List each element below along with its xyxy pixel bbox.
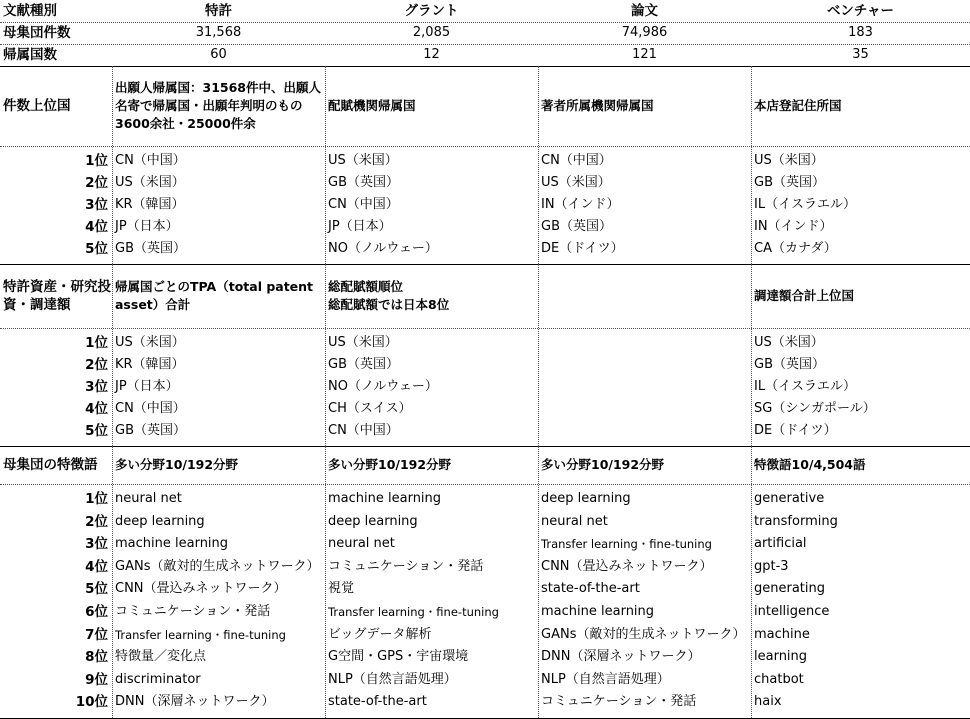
- rank-value: DNN（深層ネットワーク）: [115, 694, 275, 710]
- rank-value: CH（スイス）: [328, 401, 412, 416]
- rank-value: GANs（敵対的生成ネットワーク）: [541, 626, 746, 642]
- rank-value: コミュニケーション・発話: [328, 558, 484, 574]
- rank-value: DE（ドイツ）: [541, 241, 624, 256]
- rank-value: KR（韓国）: [115, 197, 185, 212]
- rank-value: コミュニケーション・発話: [115, 604, 271, 619]
- rank-value: discriminator: [115, 671, 201, 687]
- section3-description: 特徴語10/4,504語: [754, 457, 866, 472]
- rank-label: 1位: [85, 153, 108, 169]
- rank-value: state-of-the-art: [541, 581, 640, 597]
- row-divider: [0, 146, 970, 147]
- rank-value: US（米国）: [754, 335, 824, 350]
- rank-label: 5位: [85, 423, 108, 439]
- column-divider: [325, 66, 326, 264]
- rank-value: chatbot: [754, 671, 804, 687]
- row-divider: [0, 328, 970, 329]
- rank-label: 3位: [85, 536, 108, 553]
- column-divider: [538, 66, 539, 264]
- rank-label: 4位: [85, 558, 108, 575]
- rank-label: 1位: [85, 491, 108, 507]
- rank-value: US（米国）: [115, 335, 185, 350]
- rank-value: GB（英国）: [754, 175, 825, 190]
- rank-value: machine: [754, 626, 810, 642]
- rank-value: CN（中国）: [115, 401, 186, 416]
- header-doc-type: 文献種別: [3, 3, 57, 19]
- population-value: 74,986: [621, 25, 668, 40]
- rank-value: machine learning: [541, 604, 655, 619]
- header-column-3: 論文: [631, 3, 658, 19]
- rank-label: 8位: [85, 649, 108, 666]
- rank-label: 9位: [85, 671, 108, 688]
- rank-value: ビッグデータ解析: [328, 626, 432, 642]
- rank-value: machine learning: [115, 536, 229, 552]
- rank-value: CN（中国）: [328, 423, 399, 438]
- rank-value: Transfer learning・fine-tuning: [328, 605, 499, 619]
- rank-value: machine learning: [328, 491, 442, 506]
- rank-value: US（米国）: [115, 175, 185, 190]
- column-divider: [538, 446, 539, 718]
- section1-description: 配賦機関帰属国: [328, 98, 416, 113]
- rank-value: GB（英国）: [115, 241, 186, 256]
- column-divider: [112, 66, 113, 264]
- section3-description: 多い分野10/192分野: [115, 457, 239, 472]
- column-divider: [112, 264, 113, 446]
- rank-label: 2位: [85, 357, 108, 373]
- population-value: 31,568: [195, 25, 242, 40]
- rank-label: 6位: [85, 604, 108, 620]
- rank-value: deep learning: [115, 513, 205, 529]
- rank-label: 4位: [85, 219, 108, 235]
- rank-value: GB（英国）: [328, 175, 399, 190]
- rank-value: SG（シンガポール）: [754, 401, 876, 416]
- rank-value: gpt-3: [754, 558, 789, 574]
- rank-value: NO（ノルウェー）: [328, 241, 438, 256]
- rank-value: GB（英国）: [115, 423, 186, 438]
- rank-label: 2位: [85, 513, 108, 530]
- rank-value: [538, 354, 751, 376]
- rank-value: [538, 420, 751, 442]
- column-divider: [751, 66, 752, 264]
- section1-description: 本店登記住所国: [754, 98, 842, 113]
- section3-description: 多い分野10/192分野: [328, 457, 452, 472]
- rank-value: deep learning: [541, 491, 631, 506]
- rank-value: [538, 332, 751, 354]
- column-divider: [751, 264, 752, 446]
- section1-description: 出願人帰属国：31568件中、出願人名寄で帰属国・出願年判明のもの3600余社・25000件余: [115, 80, 321, 131]
- rank-value: GB（英国）: [541, 219, 612, 234]
- rank-value: IL（イスラエル）: [754, 197, 856, 212]
- rank-value: intelligence: [754, 604, 830, 619]
- rank-value: neural net: [115, 491, 182, 506]
- section2-description: 帰属国ごとのTPA（total patent asset）合計: [115, 279, 314, 312]
- rank-value: JP（日本）: [328, 219, 392, 234]
- population-value: 183: [848, 25, 873, 40]
- rank-value: GB（英国）: [754, 357, 825, 372]
- rank-value: US（米国）: [328, 335, 398, 350]
- section2-label: 特許資産・研究投資・調達額: [3, 279, 111, 313]
- rank-value: generative: [754, 491, 825, 506]
- rank-value: IN（インド）: [541, 197, 620, 212]
- column-divider: [538, 264, 539, 446]
- rank-label: 5位: [85, 581, 108, 598]
- column-divider: [751, 446, 752, 718]
- column-divider: [112, 446, 113, 718]
- rank-value: [538, 398, 751, 420]
- header-column-2: グラント: [404, 3, 459, 19]
- countries-value: 60: [210, 47, 227, 62]
- rank-value: コミュニケーション・発話: [541, 694, 697, 710]
- rank-value: KR（韓国）: [115, 357, 185, 372]
- rank-value: G空間・GPS・宇宙環境: [328, 649, 469, 665]
- rank-value: transforming: [754, 513, 838, 529]
- population-value: 2,085: [412, 25, 451, 40]
- rank-label: 10位: [75, 694, 108, 711]
- rank-value: GB（英国）: [328, 357, 399, 372]
- rank-value: US（米国）: [328, 153, 398, 168]
- countries-value: 12: [423, 47, 440, 62]
- countries-value: 35: [852, 47, 869, 62]
- rank-value: artificial: [754, 536, 807, 552]
- rank-label: 7位: [85, 626, 108, 643]
- column-divider: [325, 264, 326, 446]
- rank-value: CNN（畳込みネットワーク）: [115, 581, 287, 597]
- rank-value: IL（イスラエル）: [754, 379, 856, 394]
- rank-value: haix: [754, 694, 782, 710]
- countries-value: 121: [632, 47, 657, 62]
- section1-label: 件数上位国: [3, 98, 71, 114]
- rank-value: 視覚: [328, 581, 355, 597]
- rank-value: NLP（自然言語処理）: [328, 671, 457, 687]
- rank-value: CN（中国）: [115, 153, 186, 168]
- rank-value: JP（日本）: [115, 379, 179, 394]
- header-column-4: ベンチャー: [826, 3, 895, 19]
- rank-value: DE（ドイツ）: [754, 423, 837, 438]
- rank-value: NO（ノルウェー）: [328, 379, 438, 394]
- section2-description: [538, 264, 751, 328]
- rank-value: state-of-the-art: [328, 694, 427, 710]
- rank-value: CN（中国）: [541, 153, 612, 168]
- rank-value: 特徴量／変化点: [115, 649, 207, 665]
- rank-label: 2位: [85, 175, 108, 191]
- rank-value: deep learning: [328, 513, 418, 529]
- section2-description: 調達額合計上位国: [754, 288, 855, 303]
- rank-label: 4位: [85, 401, 108, 417]
- column-divider: [325, 446, 326, 718]
- rank-label: 5位: [85, 241, 108, 257]
- section3-description: 多い分野10/192分野: [541, 457, 665, 472]
- rank-label: 3位: [85, 197, 108, 213]
- population-label: 母集団件数: [3, 25, 71, 41]
- row-divider: [0, 484, 970, 485]
- rank-value: neural net: [328, 536, 395, 552]
- rank-label: 1位: [85, 335, 108, 351]
- rank-value: US（米国）: [541, 175, 611, 190]
- section2-description: 総配賦額順位 総配賦額では日本8位: [328, 279, 450, 312]
- rank-value: NLP（自然言語処理）: [541, 671, 670, 687]
- rank-value: IN（インド）: [754, 219, 833, 234]
- rank-value: DNN（深層ネットワーク）: [541, 649, 701, 665]
- rank-value: US（米国）: [754, 153, 824, 168]
- rank-value: CA（カナダ）: [754, 241, 837, 256]
- section1-description: 著者所属機関帰属国: [541, 98, 654, 113]
- rank-value: Transfer learning・fine-tuning: [541, 537, 712, 552]
- rank-label: 3位: [85, 379, 108, 395]
- header-column-1: 特許: [205, 3, 232, 19]
- rank-value: GANs（敵対的生成ネットワーク）: [115, 558, 320, 574]
- section3-label: 母集団の特徴語: [3, 457, 98, 473]
- rank-value: learning: [754, 649, 808, 665]
- rank-value: [538, 376, 751, 398]
- rank-value: JP（日本）: [115, 219, 179, 234]
- rank-value: CNN（畳込みネットワーク）: [541, 558, 713, 574]
- rank-value: CN（中国）: [328, 197, 399, 212]
- countries-label: 帰属国数: [3, 47, 57, 63]
- rank-value: Transfer learning・fine-tuning: [115, 627, 286, 642]
- rank-value: generating: [754, 581, 825, 597]
- rank-value: neural net: [541, 513, 608, 529]
